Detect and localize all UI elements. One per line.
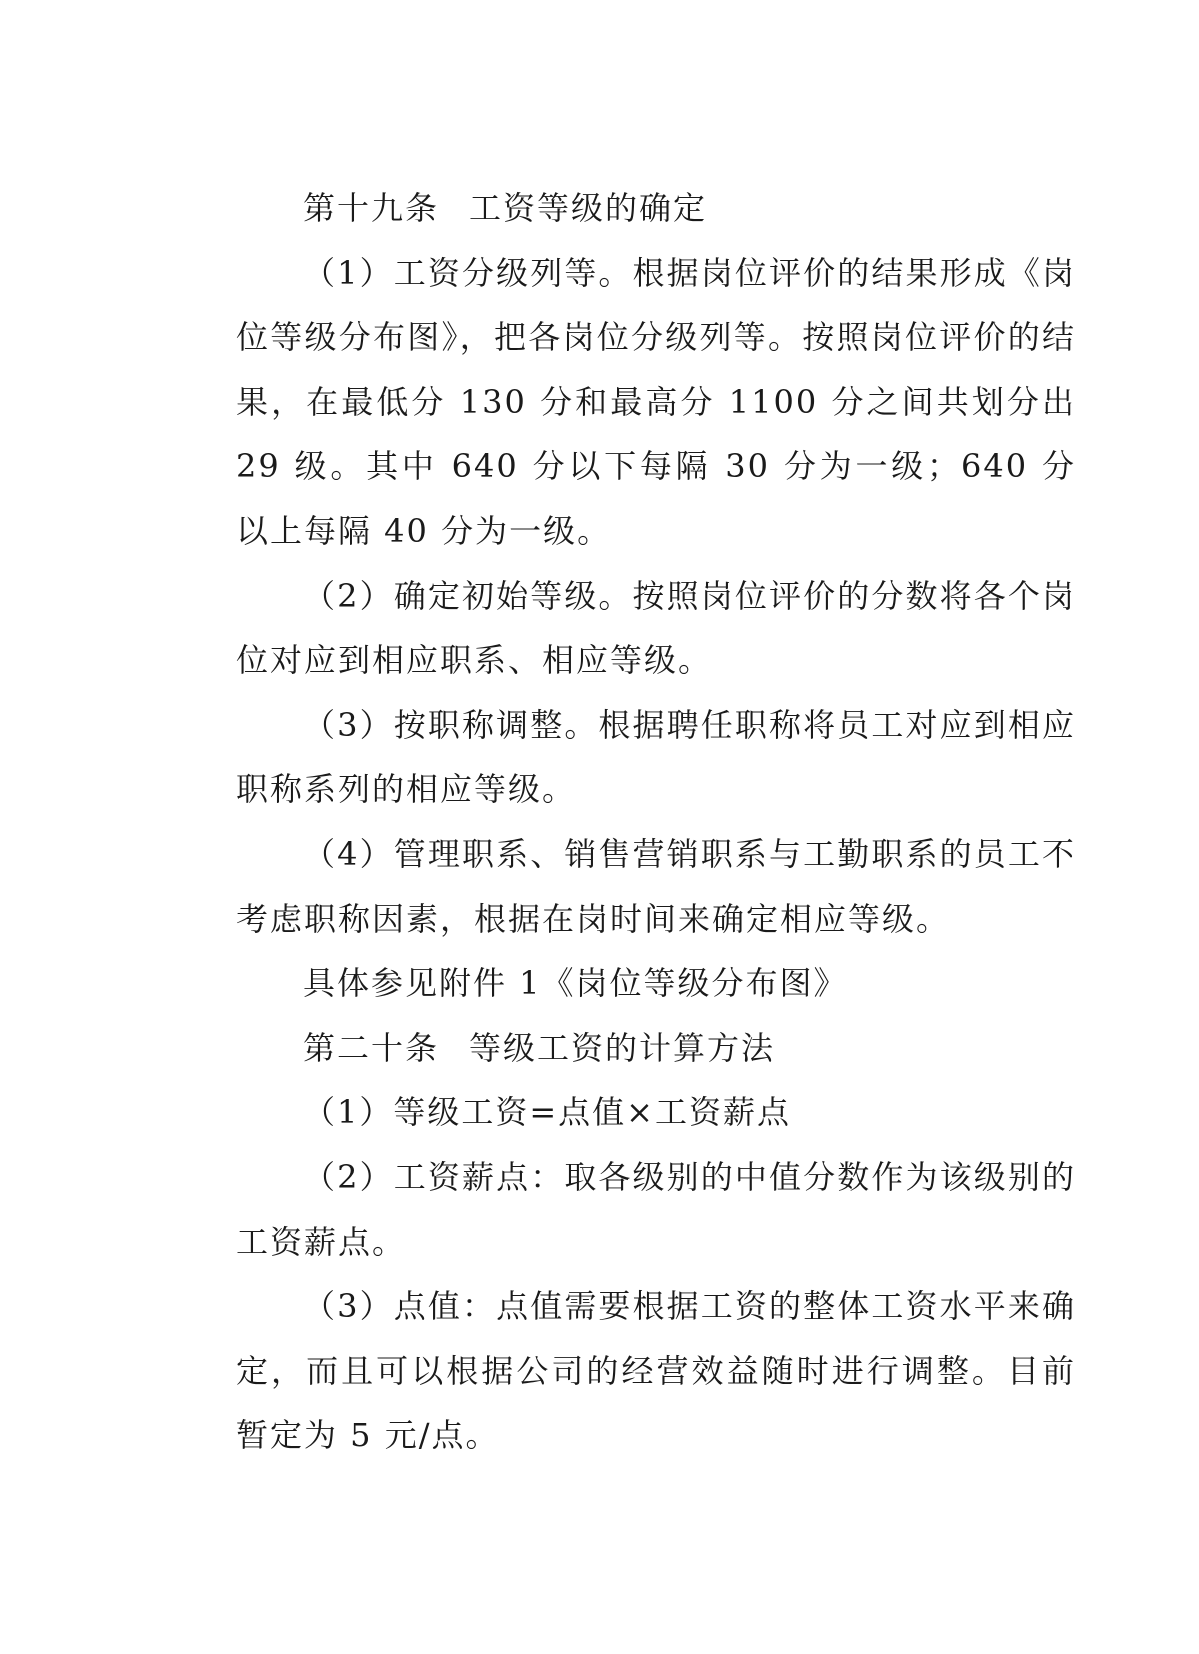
- article-heading-20: [236, 1016, 1076, 1081]
- paragraph: （3）按职称调整。根据聘任职称将员工对应到相应职称系列的相应等级。: [236, 705, 1076, 809]
- paragraph: （3）点值：点值需要根据工资的整体工资水平来确定，而且可以根据公司的经营效益随时进行调整。目前暂定为 5 元/点。: [236, 1287, 1076, 1455]
- article-heading-19: [236, 176, 1076, 241]
- paragraph: （2）工资薪点：取各级别的中值分数作为该级别的工资薪点。: [236, 1157, 1076, 1261]
- paragraph: （1）等级工资=点值×工资薪点: [303, 1093, 791, 1132]
- paragraph: （4）管理职系、销售营销职系与工勤职系的员工不考虑职称因素，根据在岗时间来确定相应等级。: [236, 834, 1076, 938]
- article-title: 工资等级的确定: [469, 189, 708, 227]
- article-number: 第十九条: [303, 189, 440, 227]
- article-title: 等级工资的计算方法: [469, 1028, 776, 1067]
- article-number: 第二十条: [303, 1028, 440, 1067]
- paragraph: （2）确定初始等级。按照岗位评价的分数将各个岗位对应到相应职系、相应等级。: [236, 576, 1076, 680]
- paragraph: （1）工资分级列等。根据岗位评价的结果形成《岗位等级分布图》，把各岗位分级列等。按照岗位评价的结果，在最低分 130 分和最高分 1100 分之间共划分出 29 级。其中 640 分以下每隔 30 分为一级；640 分以上每隔 40 分为一级。: [236, 253, 1076, 550]
- paragraph-reference: 具体参见附件 1《岗位等级分布图》: [303, 964, 848, 1003]
- document-body: [236, 176, 1076, 1468]
